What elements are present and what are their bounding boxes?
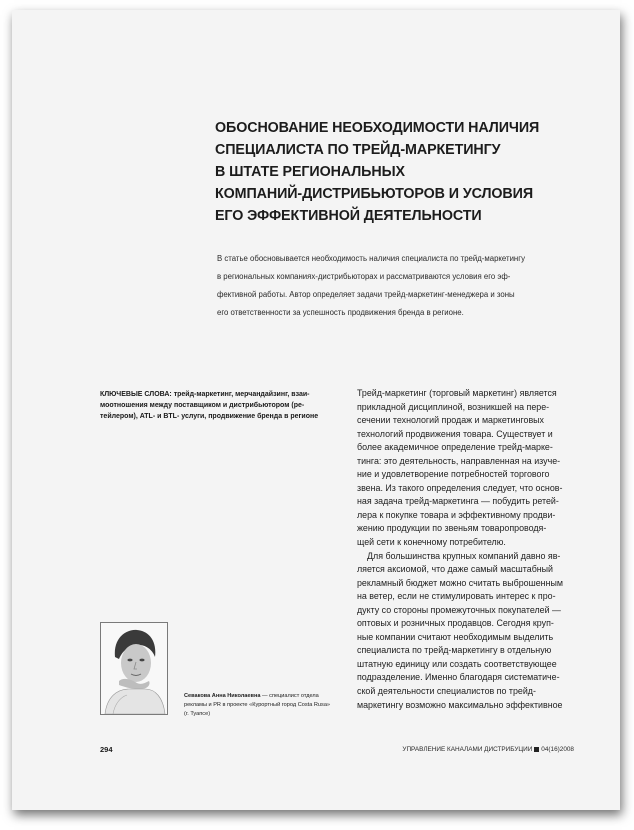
body-line: ской деятельности специалистов по трейд- xyxy=(357,686,536,697)
article-abstract xyxy=(217,250,602,322)
title-line: КОМПАНИЙ-ДИСТРИБЬЮТОРОВ И УСЛОВИЯ xyxy=(215,186,534,202)
abstract-line: фективной работы. Автор определяет задачи трейд-маркетинг-менеджера и зоны xyxy=(217,290,515,299)
abstract-line: В статье обосновывается необходимость наличия специалиста по трейд-маркетингу xyxy=(217,254,525,263)
title-line: В ШТАТЕ РЕГИОНАЛЬНЫХ xyxy=(215,164,405,180)
author-portrait-image xyxy=(101,623,167,714)
author-line: рекламы и PR в проекте «Курортный город Costa Rusa» xyxy=(184,702,331,708)
title-line: СПЕЦИАЛИСТА ПО ТРЕЙД-МАРКЕТИНГУ xyxy=(215,142,501,158)
body-line: звена. Из такого определения следует, что основ- xyxy=(357,482,563,493)
body-line: ляется аксиомой, что даже самый масштабный xyxy=(357,564,554,575)
author-line: (г. Туапсе) xyxy=(184,711,211,717)
body-line: ные компании считают необходимым выделить xyxy=(357,631,554,642)
body-line: сечении технологий продаж и маркетинговых xyxy=(357,415,544,426)
body-line: более академичное определение трейд-марке- xyxy=(357,442,553,453)
journal-issue: 04(16)2008 xyxy=(541,746,574,753)
body-line: на ветер, если не стимулировать интерес к про- xyxy=(357,591,556,602)
article-body xyxy=(357,387,592,712)
body-line: технологий продвижения товара. Существует и xyxy=(357,428,553,439)
body-line: Трейд-маркетинг (торговый маркетинг) является xyxy=(357,388,557,398)
abstract-line: в региональных компаниях-дистрибьюторах и рассматриваются условия его эф- xyxy=(217,272,511,281)
body-line: прикладной дисциплиной, возникшей на пере- xyxy=(357,401,550,412)
body-line: тинга: это деятельность, направленная на изуче- xyxy=(357,455,561,466)
body-line: щей сети к конечному потребителю. xyxy=(357,537,506,548)
abstract-line: его ответственности за успешность продвижения бренда в регионе. xyxy=(217,308,464,317)
keywords-line: моотношения между поставщиком и дистрибьютором (ре- xyxy=(100,402,305,409)
body-line: лера к покупке товара и эффективному продви- xyxy=(357,509,556,520)
keywords-text: трейд-маркетинг, мерчандайзинг, взаи- xyxy=(171,391,310,398)
body-line: ние и удовлетворение потребностей торгового xyxy=(357,469,550,480)
body-line: Для большинства крупных компаний давно яв- xyxy=(367,550,561,561)
article-title xyxy=(215,117,615,227)
author-line xyxy=(184,692,354,701)
body-line: оптовых и розничных продавцов. Сегодня круп- xyxy=(357,618,554,629)
journal-name: УПРАВЛЕНИЕ КАНАЛАМИ ДИСТРИБУЦИИ xyxy=(402,746,533,753)
keywords-label: КЛЮЧЕВЫЕ СЛОВА: xyxy=(100,391,172,398)
body-line: рекламный бюджет можно считать выброшенным xyxy=(357,577,563,588)
body-line: подразделение. Именно благодаря систематиче- xyxy=(357,672,560,683)
body-line: жению продукции по звеньям товаропроводя- xyxy=(357,523,547,534)
body-line: ная задача трейд-маркетинга — побудить ретей- xyxy=(357,496,559,507)
body-line: маркетингу возможно максимально эффективное xyxy=(357,699,563,710)
square-bullet-icon xyxy=(534,747,539,752)
title-line: ОБОСНОВАНИЕ НЕОБХОДИМОСТИ НАЛИЧИЯ xyxy=(215,120,540,136)
keywords-line: тейлером), ATL- и BTL- услуги, продвижение бренда в регионе xyxy=(100,413,319,420)
journal-page xyxy=(12,10,620,810)
title-line: ЕГО ЭФФЕКТИВНОЙ ДЕЯТЕЛЬНОСТИ xyxy=(215,208,482,224)
author-info xyxy=(184,692,354,719)
keywords-block xyxy=(100,389,340,422)
body-line: штатную единицу или создать соответствующее xyxy=(357,658,557,669)
keywords-line xyxy=(100,389,340,400)
author-photo xyxy=(100,622,168,715)
author-role: — специалист отдела xyxy=(260,693,319,699)
journal-footer xyxy=(402,746,574,753)
body-line: дукту со стороны промежуточных покупателей — xyxy=(357,604,561,615)
page-number: 294 xyxy=(100,745,113,754)
author-name: Севакова Анна Николаевна xyxy=(184,693,261,699)
body-line: специалиста по трейд-маркетингу в отдельную xyxy=(357,645,552,656)
